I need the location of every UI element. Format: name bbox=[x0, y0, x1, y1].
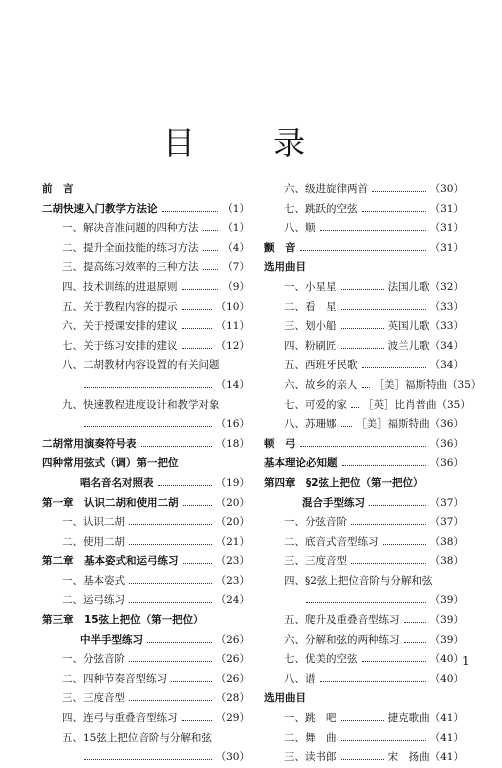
toc-entry bbox=[42, 494, 250, 514]
toc-entry-title: 选用曲目 bbox=[264, 692, 306, 705]
toc-entry bbox=[42, 533, 250, 553]
toc-entry-page: （4） bbox=[222, 241, 250, 254]
toc-entry bbox=[264, 356, 464, 376]
dot-leader bbox=[341, 289, 384, 290]
toc-entry-title: 二胡快速入门教学方法论 bbox=[42, 202, 158, 215]
dot-leader bbox=[84, 387, 212, 388]
dot-leader bbox=[383, 544, 426, 545]
dot-leader bbox=[320, 681, 426, 682]
toc-entry bbox=[264, 454, 464, 474]
toc-entry bbox=[264, 650, 464, 670]
toc-entry-page: （1） bbox=[222, 202, 250, 215]
toc-entry bbox=[42, 356, 250, 376]
toc-entry-page: 英国儿歌（33） bbox=[387, 320, 464, 333]
toc-entry-page: （7） bbox=[222, 261, 250, 274]
toc-entry-page: （26） bbox=[215, 633, 250, 646]
toc-entry bbox=[42, 689, 250, 709]
toc-entry-title: 顿 弓 bbox=[264, 437, 296, 450]
toc-entry-title: 二胡常用演奏符号表 bbox=[42, 437, 137, 450]
toc-entry-title: 二、底音式音型练习 bbox=[284, 535, 379, 548]
toc-entry-page: 法国儿歌（32） bbox=[387, 280, 464, 293]
toc-entry-title: 中半手型练习 bbox=[80, 633, 143, 646]
dot-leader bbox=[171, 681, 212, 682]
toc-entry-page: （24） bbox=[215, 594, 250, 607]
dot-leader bbox=[351, 407, 359, 408]
dot-leader bbox=[342, 465, 426, 466]
toc-entry bbox=[42, 376, 250, 396]
toc-entry-title: 二、提升全面技能的练习方法 bbox=[62, 241, 199, 254]
toc-entry-page: （14） bbox=[215, 378, 250, 391]
dot-leader bbox=[182, 720, 212, 721]
toc-entry-page: （30） bbox=[215, 751, 250, 764]
toc-entry-title: 一、分弦音阶 bbox=[62, 653, 125, 666]
toc-entry-page: （34） bbox=[429, 359, 464, 372]
toc-entry-page: ［美］福斯特曲（35） bbox=[373, 378, 482, 391]
toc-entry-page: （18） bbox=[215, 437, 250, 450]
toc-entry bbox=[42, 729, 250, 749]
toc-entry bbox=[264, 670, 464, 690]
toc-entry-page: （41） bbox=[429, 731, 464, 744]
toc-entry-title: 二、运弓练习 bbox=[62, 594, 125, 607]
toc-entry-title: 七、关于练习安排的建议 bbox=[62, 339, 178, 352]
toc-entry-page: （31） bbox=[429, 202, 464, 215]
dot-leader bbox=[341, 426, 353, 427]
toc-entry bbox=[264, 258, 464, 278]
toc-entry-title: 第二章 基本姿式和运弓练习 bbox=[42, 555, 179, 568]
toc-entry bbox=[42, 180, 250, 200]
toc-entry-title: 八、顺 bbox=[284, 222, 316, 235]
toc-entry-page: （39） bbox=[429, 594, 464, 607]
toc-entry bbox=[264, 494, 464, 514]
toc-entry-title: 二、四种节奏音型练习 bbox=[62, 672, 167, 685]
toc-entry-page: ［美］福斯特曲（36） bbox=[356, 418, 464, 431]
dot-leader bbox=[320, 230, 426, 231]
toc-entry-title: 六、关于授课安排的建议 bbox=[62, 320, 178, 333]
toc-entry bbox=[264, 239, 464, 259]
dot-leader bbox=[203, 230, 219, 231]
toc-entry-title: 一、分弦音阶 bbox=[284, 516, 347, 529]
toc-entry bbox=[42, 239, 250, 259]
dot-leader bbox=[129, 661, 212, 662]
toc-entry bbox=[42, 650, 250, 670]
toc-entry-title: 第四章 §2弦上把位（第一把位） bbox=[264, 476, 424, 489]
toc-entry-page: （21） bbox=[215, 535, 250, 548]
toc-entry bbox=[42, 611, 250, 631]
toc-entry bbox=[264, 219, 464, 239]
page-number: 1 bbox=[462, 654, 470, 668]
dot-leader bbox=[306, 602, 426, 603]
toc-left-column bbox=[42, 180, 250, 768]
toc-entry-title: 八、二胡教材内容设置的有关问题 bbox=[62, 359, 220, 372]
toc-entry bbox=[42, 552, 250, 572]
toc-entry-title: 唱名音名对照表 bbox=[80, 476, 154, 489]
toc-entry bbox=[42, 709, 250, 729]
toc-entry-title: 颤 音 bbox=[264, 241, 296, 254]
toc-entry bbox=[42, 513, 250, 533]
dot-leader bbox=[162, 211, 219, 212]
toc-entry-title: 六、分解和弦的两种练习 bbox=[284, 633, 400, 646]
toc-entry-page: （31） bbox=[429, 241, 464, 254]
toc-entry-title: 三、提高练习效率的三种方法 bbox=[62, 261, 199, 274]
toc-entry bbox=[264, 474, 464, 494]
toc-entry bbox=[42, 317, 250, 337]
toc-entry-title: 基本理论必知题 bbox=[264, 457, 338, 470]
toc-entry-title: 一、认识二胡 bbox=[62, 516, 125, 529]
toc-entry-title: 七、可爱的家 bbox=[284, 398, 347, 411]
toc-entry-page: （23） bbox=[215, 574, 250, 587]
toc-entry-page: （9） bbox=[222, 280, 250, 293]
dot-leader bbox=[404, 622, 426, 623]
toc-entry bbox=[264, 298, 464, 318]
toc-entry-title: 四、连弓与重叠音型练习 bbox=[62, 712, 178, 725]
toc-entry bbox=[264, 533, 464, 553]
toc-entry-title: 四、§2弦上把位音阶与分解和弦 bbox=[284, 574, 433, 587]
toc-entry bbox=[42, 572, 250, 592]
dot-leader bbox=[300, 250, 426, 251]
toc-entry-title: 五、西班牙民歌 bbox=[284, 359, 358, 372]
toc-entry bbox=[264, 572, 464, 592]
dot-leader bbox=[182, 289, 219, 290]
toc-entry-page: 波兰儿歌（34） bbox=[387, 339, 464, 352]
toc-entry bbox=[42, 337, 250, 357]
toc-entry-page: （40） bbox=[429, 653, 464, 666]
toc-entry bbox=[42, 219, 250, 239]
toc-entry-title: 三、划小船 bbox=[284, 320, 337, 333]
toc-entry-title: 二、看 星 bbox=[284, 300, 337, 313]
toc-entry-page: （40） bbox=[429, 672, 464, 685]
toc-entry-page: （38） bbox=[429, 555, 464, 568]
toc-entry bbox=[42, 298, 250, 318]
dot-leader bbox=[203, 250, 219, 251]
toc-entry bbox=[42, 278, 250, 298]
toc-entry-page: 捷克歌曲（41） bbox=[387, 712, 464, 725]
toc-entry-page: （20） bbox=[215, 496, 250, 509]
toc-entry bbox=[264, 552, 464, 572]
toc-entry-title: 一、解决音准问题的四种方法 bbox=[62, 222, 199, 235]
dot-leader bbox=[362, 661, 426, 662]
dot-leader bbox=[341, 309, 426, 310]
toc-entry-page: （26） bbox=[215, 653, 250, 666]
dot-leader bbox=[362, 367, 426, 368]
toc-entry bbox=[42, 474, 250, 494]
toc-entry-title: 前 言 bbox=[42, 183, 74, 195]
dot-leader bbox=[183, 563, 212, 564]
toc-entry bbox=[264, 200, 464, 220]
dot-leader bbox=[369, 505, 426, 506]
dot-leader bbox=[203, 269, 219, 270]
dot-leader bbox=[182, 328, 212, 329]
toc-entry-page: （37） bbox=[429, 496, 464, 509]
toc-entry bbox=[264, 278, 464, 298]
dot-leader bbox=[129, 602, 212, 603]
toc-entry-title: 选用曲目 bbox=[264, 261, 306, 274]
toc-entry-page: （29） bbox=[215, 712, 250, 725]
toc-entry bbox=[42, 200, 250, 220]
toc-entry-page: （11） bbox=[215, 320, 250, 333]
dot-leader bbox=[84, 759, 212, 760]
toc-entry-page: （38） bbox=[429, 535, 464, 548]
toc-entry-page: （19） bbox=[215, 476, 250, 489]
toc-entry bbox=[42, 415, 250, 435]
toc-entry bbox=[264, 415, 464, 435]
toc-entry bbox=[264, 337, 464, 357]
toc-entry-title: 混合手型练习 bbox=[302, 496, 365, 509]
toc-entry bbox=[42, 454, 250, 474]
toc-entry bbox=[42, 670, 250, 690]
toc-entry bbox=[264, 748, 464, 768]
toc-entry-page: 宋 扬曲（41） bbox=[387, 751, 464, 764]
dot-leader bbox=[84, 426, 212, 427]
toc-entry-page: （12） bbox=[215, 339, 250, 352]
toc-entry-title: 六、级进旋律两首 bbox=[284, 183, 368, 195]
toc-entry bbox=[264, 689, 464, 709]
toc-entry-title: 五、关于教程内容的提示 bbox=[62, 300, 178, 313]
toc-entry-title: 一、小星星 bbox=[284, 280, 337, 293]
toc-entry bbox=[264, 729, 464, 749]
toc-entry-title: 第一章 认识二胡和使用二胡 bbox=[42, 496, 179, 509]
toc-entry bbox=[42, 591, 250, 611]
toc-entry-title: 五、15弦上把位音阶与分解和弦 bbox=[62, 731, 212, 744]
toc-entry-title: 五、爬升及重叠音型练习 bbox=[284, 614, 400, 627]
toc-entry-title: 二、舞 曲 bbox=[284, 731, 337, 744]
toc-entry bbox=[264, 631, 464, 651]
toc-entry-page: （39） bbox=[429, 614, 464, 627]
toc-entry-page: （30） bbox=[429, 183, 464, 195]
dot-leader bbox=[183, 505, 212, 506]
toc-entry-page: （20） bbox=[215, 516, 250, 529]
toc-entry bbox=[42, 258, 250, 278]
dot-leader bbox=[341, 740, 426, 741]
toc-entry bbox=[42, 435, 250, 455]
toc-entry-title: 第三章 15弦上把位（第一把位） bbox=[42, 614, 204, 627]
toc-entry bbox=[264, 611, 464, 631]
dot-leader bbox=[129, 544, 212, 545]
page-title: 目 录 bbox=[162, 124, 340, 162]
dot-leader bbox=[182, 309, 212, 310]
toc-entry-page: （16） bbox=[215, 418, 250, 431]
dot-leader bbox=[362, 387, 370, 388]
toc-entry-page: （28） bbox=[215, 692, 250, 705]
toc-entry-title: 八、苏珊娜 bbox=[284, 418, 337, 431]
toc-entry bbox=[264, 317, 464, 337]
toc-entry-title: 二、使用二胡 bbox=[62, 535, 125, 548]
toc-entry-title: 七、优美的空弦 bbox=[284, 653, 358, 666]
dot-leader bbox=[372, 191, 426, 192]
toc-entry-title: 一、跳 吧 bbox=[284, 712, 337, 725]
toc-entry bbox=[264, 180, 464, 200]
toc-entry-title: 四、粉刷匠 bbox=[284, 339, 337, 352]
toc-entry-page: （39） bbox=[429, 633, 464, 646]
toc-entry-page: （36） bbox=[429, 457, 464, 470]
dot-leader bbox=[141, 446, 212, 447]
toc-entry-title: 三、三度音型 bbox=[284, 555, 347, 568]
dot-leader bbox=[351, 563, 426, 564]
dot-leader bbox=[129, 583, 212, 584]
toc-entry bbox=[264, 513, 464, 533]
dot-leader bbox=[341, 348, 384, 349]
toc-entry bbox=[42, 748, 250, 768]
toc-entry-title: 七、跳跃的空弦 bbox=[284, 202, 358, 215]
dot-leader bbox=[351, 524, 426, 525]
toc-entry-title: 三、三度音型 bbox=[62, 692, 125, 705]
toc-entry bbox=[264, 591, 464, 611]
dot-leader bbox=[300, 446, 426, 447]
toc-entry bbox=[264, 376, 482, 396]
dot-leader bbox=[404, 642, 426, 643]
toc-entry-title: 四种常用弦式（调）第一把位 bbox=[42, 457, 179, 470]
toc-entry-page: （10） bbox=[215, 300, 250, 313]
toc-entry bbox=[42, 396, 250, 416]
dot-leader bbox=[341, 759, 384, 760]
dot-leader bbox=[362, 211, 426, 212]
toc-entry bbox=[42, 631, 250, 651]
toc-entry bbox=[264, 709, 464, 729]
toc-entry-title: 一、基本姿式 bbox=[62, 574, 125, 587]
dot-leader bbox=[129, 524, 212, 525]
dot-leader bbox=[129, 700, 212, 701]
toc-entry-title: 三、读书郎 bbox=[284, 751, 337, 764]
toc-entry-page: （31） bbox=[429, 222, 464, 235]
toc-entry-title: 四、技术训练的进退原则 bbox=[62, 280, 178, 293]
toc-entry-page: （33） bbox=[429, 300, 464, 313]
toc-entry-page: （37） bbox=[429, 516, 464, 529]
toc-entry-page: （23） bbox=[215, 555, 250, 568]
toc-entry-page: （1） bbox=[222, 222, 250, 235]
dot-leader bbox=[147, 642, 212, 643]
toc-entry-page: （26） bbox=[215, 672, 250, 685]
toc-entry-page: ［英］比肖普曲（35） bbox=[363, 398, 471, 411]
toc-entry-title: 八、谱 bbox=[284, 672, 316, 685]
toc-entry bbox=[264, 435, 464, 455]
dot-leader bbox=[182, 348, 212, 349]
toc-entry bbox=[264, 396, 471, 416]
dot-leader bbox=[341, 720, 384, 721]
toc-right-column bbox=[264, 180, 482, 768]
toc-entry-title: 六、故乡的亲人 bbox=[284, 378, 358, 391]
dot-leader bbox=[341, 328, 384, 329]
dot-leader bbox=[158, 485, 212, 486]
toc-entry-title: 九、快速教程进度设计和教学对象 bbox=[62, 398, 220, 411]
toc-entry-page: （36） bbox=[429, 437, 464, 450]
